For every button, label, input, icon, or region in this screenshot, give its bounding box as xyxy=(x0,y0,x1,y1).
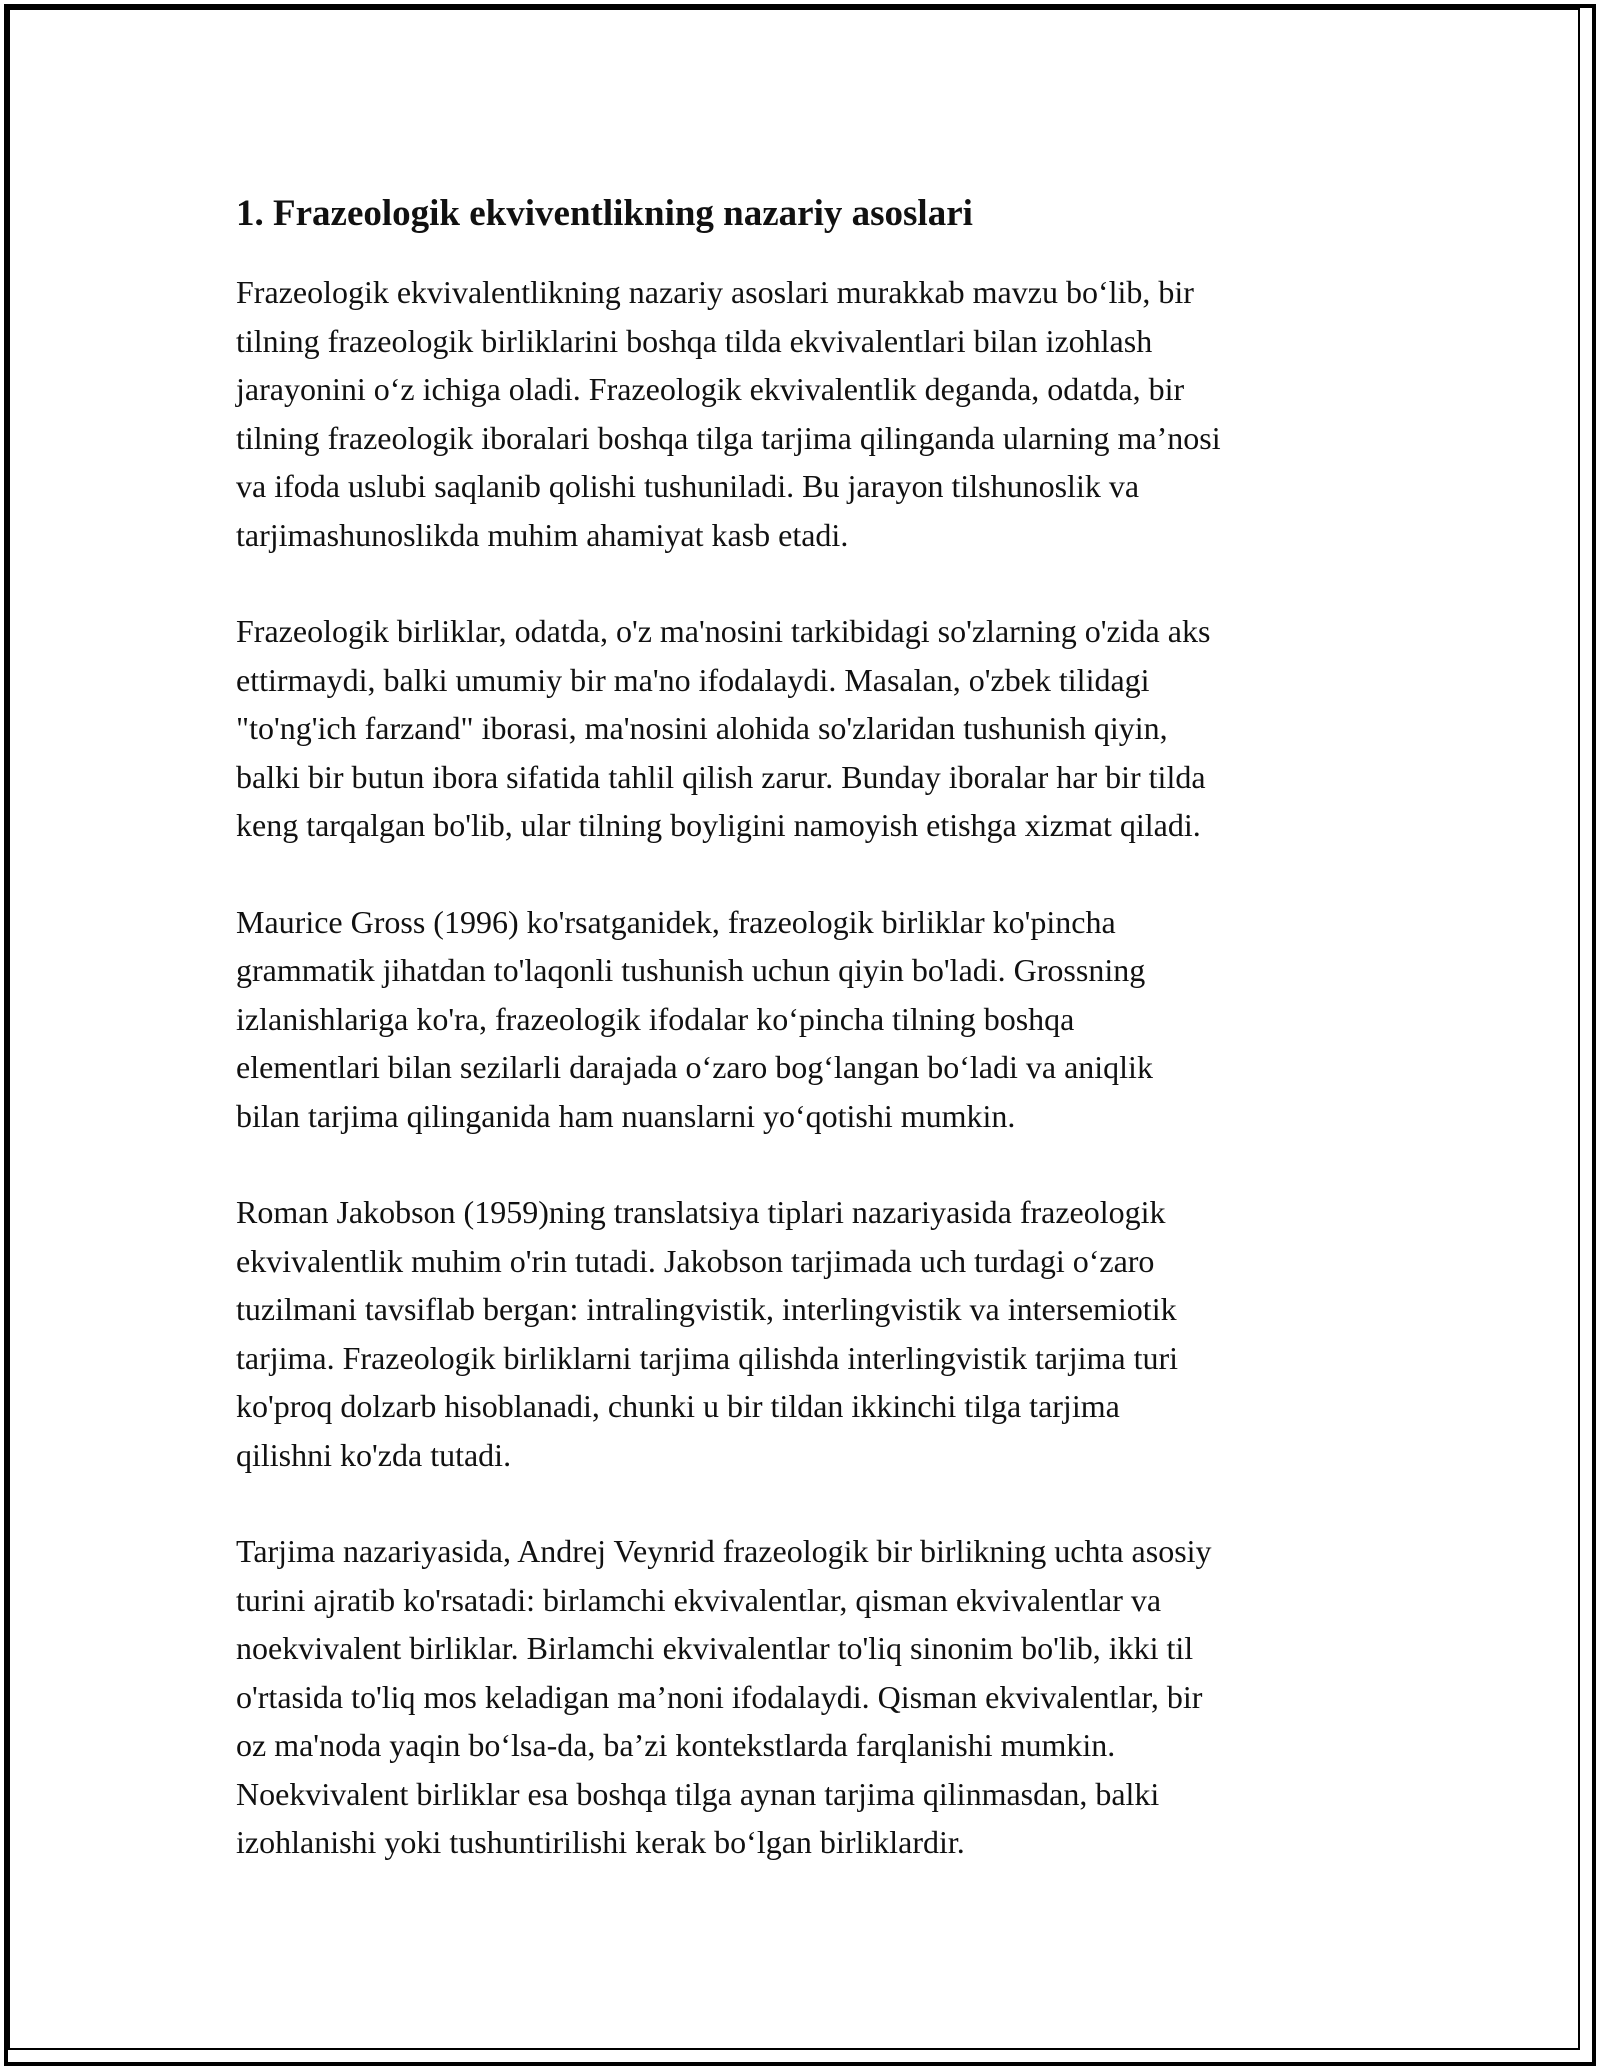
section-heading: 1. Frazeologik ekviventlikning nazariy asoslari xyxy=(236,193,973,234)
paragraph-roman-jakobson: Roman Jakobson (1959)ning translatsiya tiplari nazariyasida frazeologik ekvivalentlik muhim o'rin tutadi. Jakobson tarjimada uch turdagi o‘zaro tuzilmani tavsiflab bergan: intralingvistik, interlingvistik va intersemiotik tarjima. Frazeologik birliklarni tarjima qilishda interlingvistik tarjima turi ko'proq dolzarb hisoblanadi, chunki u bir tildan ikkinchi tilga tarjima qilishni ko'zda tutadi. xyxy=(236,1194,1178,1473)
document-body xyxy=(236,188,1366,1867)
paragraph-phraseological-units: Frazeologik birliklar, odatda, o'z ma'nosini tarkibidagi so'zlarning o'zida aks ettirmaydi, balki umumiy bir ma'no ifodalaydi. Masalan, o'zbek tilidagi "to'ng'ich farzand" iborasi, ma'nosini alohida so'zlaridan tushunish qiyin, balki bir butun ibora sifatida tahlil qilish zarur. Bunday iboralar har bir tilda keng tarqalgan bo'lib, ular tilning boyligini namoyish etishga xizmat qiladi. xyxy=(236,613,1211,843)
paragraph-andrej-veynrid: Tarjima nazariyasida, Andrej Veynrid frazeologik bir birlikning uchta asosiy turini ajratib ko'rsatadi: birlamchi ekvivalentlar, qisman ekvivalentlar va noekvivalent birliklar. Birlamchi ekvivalentlar to'liq sinonim bo'lib, ikki til o'rtasida to'liq mos keladigan ma’noni ifodalaydi. Qisman ekvivalentlar, bir oz ma'noda yaqin bo‘lsa-da, ba’zi kontekstlarda farqlanishi mumkin. Noekvivalent birliklar esa boshqa tilga aynan tarjima qilinmasdan, balki izohlanishi yoki tushuntirilishi kerak bo‘lgan birliklardir. xyxy=(236,1533,1212,1860)
paragraph-intro: Frazeologik ekvivalentlikning nazariy asoslari murakkab mavzu bo‘lib, bir tilning frazeologik birliklarini boshqa tilda ekvivalentlari bilan izohlash jarayonini o‘z ichiga oladi. Frazeologik ekvivalentlik deganda, odatda, bir tilning frazeologik iboralari boshqa tilga tarjima qilinganda ularning ma’nosi va ifoda uslubi saqlanib qolishi tushuniladi. Bu jarayon tilshunoslik va tarjimashunoslikda muhim ahamiyat kasb etadi. xyxy=(236,274,1221,553)
paragraph-maurice-gross: Maurice Gross (1996) ko'rsatganidek, frazeologik birliklar ko'pincha grammatik jihatdan to'laqonli tushunish uchun qiyin bo'ladi. Grossning izlanishlariga ko'ra, frazeologik ifodalar ko‘pincha tilning boshqa elementlari bilan sezilarli darajada o‘zaro bog‘langan bo‘ladi va aniqlik bilan tarjima qilinganida ham nuanslarni yo‘qotishi mumkin. xyxy=(236,903,1153,1134)
